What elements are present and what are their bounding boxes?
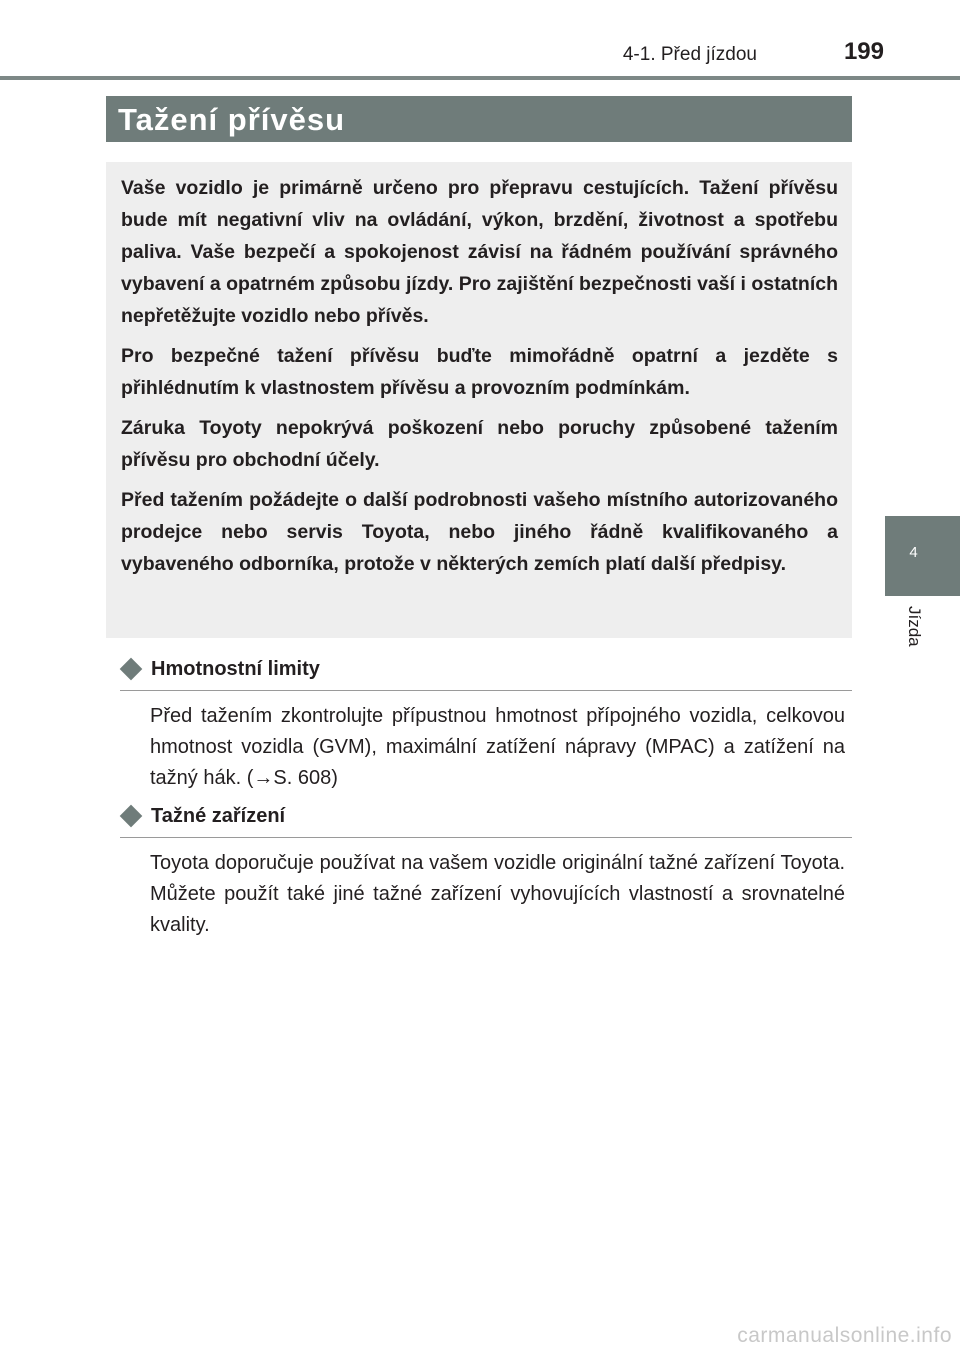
page-title-bar <box>106 96 852 142</box>
chapter-number: 4 <box>909 544 918 561</box>
header-rule <box>0 76 960 80</box>
diamond-bullet-icon <box>120 658 143 681</box>
section-title: Hmotnostní limity <box>151 658 320 680</box>
section-body-towing-hitch: Toyota doporučuje používat na vašem vozidle originální tažné zařízení Toyota. Můžete použít také jiné tažné zařízení vyhovujících vlastností a srovnatelné kvality. <box>150 852 845 936</box>
header-section-title: 4-1. Před jízdou <box>622 44 757 65</box>
section-title: Tažné zařízení <box>151 805 286 827</box>
page-header <box>0 0 960 80</box>
intro-paragraph: Vaše vozidlo je primárně určeno pro přepravu cestujících. Tažení přívěsu bude mít negativní vliv na ovládání, výkon, brzdění, životnost a spotřebu paliva. Vaše bezpečí a spokojenost závisí na řádném používání správného vybavení a opatrném způsobu jízdy. Pro zajištění bezpečnosti vaší i ostatních nepřetěžujte vozidlo nebo přívěs. <box>121 177 838 327</box>
page-title: Tažení přívěsu <box>118 102 346 137</box>
section-heading-weight-limits <box>120 656 852 691</box>
chapter-label: Jízda <box>905 606 924 647</box>
section-heading-towing-hitch <box>120 803 852 838</box>
page-number: 199 <box>843 38 884 65</box>
intro-paragraph: Pro bezpečné tažení přívěsu buďte mimořádně opatrní a jezděte s přihlédnutím k vlastnostem přívěsu a provozním podmínkám. <box>121 345 838 399</box>
intro-paragraph: Před tažením požádejte o další podrobnosti vašeho místního autorizovaného prodejce nebo servis Toyota, nebo jiného řádně kvalifikovaného a vybaveného odborníka, protože v některých zemích platí další předpisy. <box>121 489 838 575</box>
watermark: carmanualsonline.info <box>737 1324 952 1347</box>
intro-paragraph: Záruka Toyoty nepokrývá poškození nebo poruchy způsobené tažením přívěsu pro obchodní účely. <box>121 417 838 471</box>
section-body-weight-limits: Před tažením zkontrolujte přípustnou hmotnost přípojného vozidla, celkovou hmotnost vozidla (GVM), maximální zatížení nápravy (MPAC) a zatížení na tažný hák. (→S. 608) <box>150 705 845 789</box>
intro-box <box>106 162 852 638</box>
chapter-tab <box>885 516 960 596</box>
diamond-bullet-icon <box>120 805 143 828</box>
